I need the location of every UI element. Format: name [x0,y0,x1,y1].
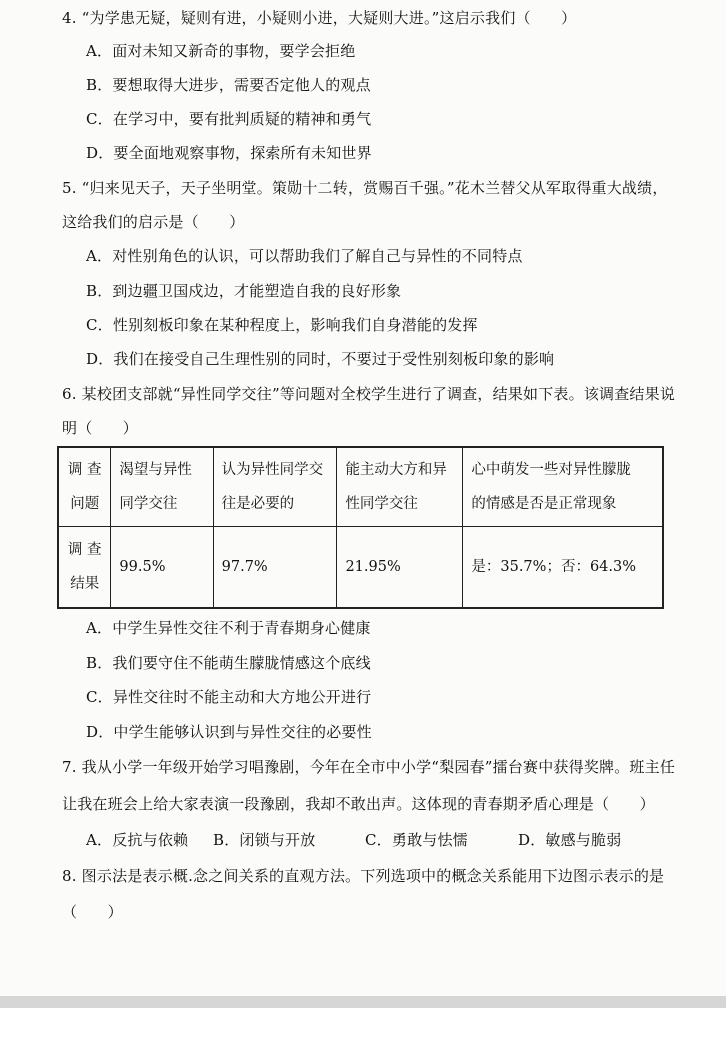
q4-option-d: D．要全面地观察事物，探索所有未知世界 [86,144,372,162]
table-result-cell: 是：35.7%；否：64.3% [463,527,663,609]
q4-option-b: B．要想取得大进步，需要否定他人的观点 [86,76,371,94]
q5-option-a: A．对性别角色的认识，可以帮助我们了解自己与异性的不同特点 [86,247,523,265]
table-header-cell: 心中萌发一些对异性朦胧 的情感是否是正常现象 [463,447,663,527]
q6-stem-line2: 明（ ） [62,419,139,437]
q5-stem-line1: 5. “归来见天子，天子坐明堂。策勋十二转，赏赐百千强。”花木兰替父从军取得重大战绩， [62,179,668,197]
q4-option-a: A．面对未知又新奇的事物，要学会拒绝 [86,42,356,60]
q5-option-b: B．到边疆卫国戍边，才能塑造自我的良好形象 [86,282,402,300]
q7-option-a: A．反抗与依赖 [86,831,189,849]
q5-option-d: D．我们在接受自己生理性别的同时，不要过于受性别刻板印象的影响 [86,350,555,368]
q7-option-c: C．勇敢与怯懦 [365,831,468,849]
table-result-cell: 97.7% [213,527,337,609]
survey-table [57,446,664,609]
table-header-label: 调 查 问题 [58,447,111,527]
table-header-cell: 渴望与异性 同学交往 [111,447,213,527]
q7-option-b: B．闭锁与开放 [213,831,316,849]
q7-option-d: D．敏感与脆弱 [518,831,622,849]
table-header-cell: 认为异性同学交 往是必要的 [213,447,337,527]
table-header-cell: 能主动大方和异 性同学交往 [337,447,463,527]
table-row [58,447,663,527]
q5-stem-line2: 这给我们的启示是（ ） [62,213,245,231]
page-bottom-divider [0,996,726,1008]
q6-option-c: C．异性交往时不能主动和大方地公开进行 [86,688,372,706]
q7-stem-line1: 7. 我从小学一年级开始学习唱豫剧，今年在全市中小学“梨园春”擂台赛中获得奖牌。班主任 [62,758,676,776]
q6-option-a: A．中学生异性交往不利于青春期身心健康 [86,619,371,637]
table-result-cell: 21.95% [337,527,463,609]
q8-stem-line2: （ ） [62,903,123,921]
q5-option-c: C．性别刻板印象在某种程度上，影响我们自身潜能的发挥 [86,316,478,334]
q6-option-d: D．中学生能够认识到与异性交往的必要性 [86,723,372,741]
q8-stem-line1: 8. 图示法是表示概.念之间关系的直观方法。下列选项中的概念关系能用下边图示表示的是 [62,867,665,885]
q4-stem: 4. “为学患无疑，疑则有进，小疑则小进，大疑则大进。”这启示我们（ ） [62,9,577,27]
table-result-label: 调 查 结果 [58,527,111,609]
q7-stem-line2: 让我在班会上给大家表演一段豫剧，我却不敢出声。这体现的青春期矛盾心理是（ ） [62,795,655,813]
q6-stem-line1: 6. 某校团支部就“异性同学交往”等问题对全校学生进行了调查，结果如下表。该调查结果说 [62,385,676,403]
table-row [58,527,663,609]
q6-option-b: B．我们要守住不能萌生朦胧情感这个底线 [86,654,371,672]
q4-option-c: C．在学习中，要有批判质疑的精神和勇气 [86,110,372,128]
table-result-cell: 99.5% [111,527,213,609]
